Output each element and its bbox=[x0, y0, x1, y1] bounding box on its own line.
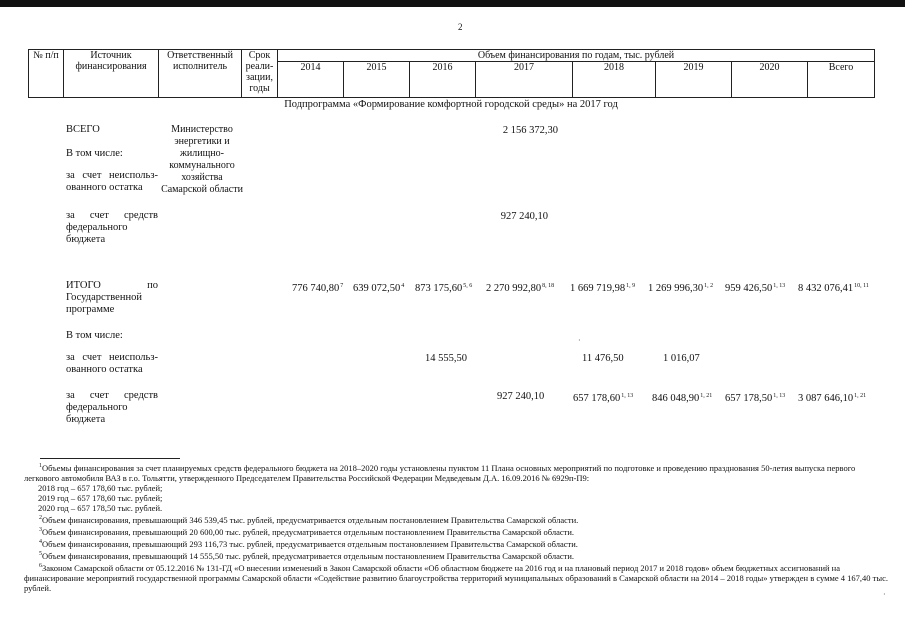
scan-speck: · bbox=[578, 336, 581, 345]
footnote-separator bbox=[40, 458, 180, 459]
federal-all-years: 3 087 646,10$^{1, 21}$ bbox=[798, 393, 867, 404]
federal-2020: 657 178,50$^{1, 13}$ bbox=[725, 393, 786, 404]
footnotes bbox=[24, 461, 890, 593]
block1-federal-2017: 927 240,10 bbox=[500, 211, 548, 222]
header-term: Срок реали-зации, годы bbox=[242, 50, 278, 98]
unused-2018: 11 476,50 bbox=[582, 353, 624, 364]
federal-2017: 927 240,10 bbox=[497, 391, 545, 402]
footnote-2: $^2$Объем финансирования, превышающий 346 539,45 тыс. рублей, предусматривается отдельным постановлением Правительства Самарской области. bbox=[39, 515, 579, 525]
footnote-1-item: 2018 год – 657 178,60 тыс. рублей; bbox=[38, 483, 163, 493]
including-label: В том числе: bbox=[66, 330, 123, 341]
header-volume: Объем финансирования по годам, тыс. рублей bbox=[278, 50, 875, 62]
footnote-5: $^5$Объем финансирования, превышающий 14 555,50 тыс. рублей, предусматривается отдельным постановлением Правительства Самарской области. bbox=[39, 551, 574, 561]
total-label: ВСЕГО bbox=[66, 124, 100, 135]
page-top-border bbox=[0, 0, 905, 7]
including-label: В том числе: bbox=[66, 148, 123, 159]
federal-2019: 846 048,90$^{1, 21}$ bbox=[652, 393, 713, 404]
program-total-label: ИТОГО по Государственной программе bbox=[66, 280, 158, 315]
total-2019: 1 269 996,30$^{1, 2}$ bbox=[648, 283, 714, 294]
responsible-executor: Министерство энергетики и жилищно-коммунального хозяйства Самарской области bbox=[161, 124, 243, 195]
total-all-years: 8 432 076,41$^{10, 11}$ bbox=[798, 283, 869, 294]
header-year: 2017 bbox=[476, 62, 573, 98]
footnote-3: $^3$Объем финансирования, превышающий 20 600,00 тыс. рублей, предусматривается отдельным постановлением Правительства Самарской области. bbox=[39, 527, 574, 537]
header-year: 2018 bbox=[573, 62, 656, 98]
header-responsible: Ответственный исполнитель bbox=[159, 50, 242, 98]
block1-total-2017: 2 156 372,30 bbox=[502, 125, 558, 136]
unused-2019: 1 016,07 bbox=[663, 353, 700, 364]
footnote-1-item: 2020 год – 657 178,50 тыс. рублей. bbox=[38, 503, 163, 513]
total-2017: 2 270 992,80$^{8, 18}$ bbox=[486, 283, 555, 294]
header-total: Всего bbox=[808, 62, 875, 98]
header-year: 2016 bbox=[410, 62, 476, 98]
page-number: 2 bbox=[458, 22, 463, 32]
unused-balance-label: за счет неиспольз- ованного остатка bbox=[66, 170, 158, 193]
footnote-4: $^4$Объем финансирования, превышающий 293 116,73 тыс. рублей, предусматривается отдельным постановлением Правительства Самарской области. bbox=[39, 539, 578, 549]
federal-2018: 657 178,60$^{1, 13}$ bbox=[573, 393, 634, 404]
unused-2016: 14 555,50 bbox=[425, 353, 467, 364]
federal-budget-label: за счет средств федерального бюджета bbox=[66, 390, 158, 425]
total-2018: 1 669 719,98$^{1, 9}$ bbox=[570, 283, 636, 294]
total-2015: 639 072,50$^4$ bbox=[353, 283, 405, 294]
subprogram-title: Подпрограмма «Формирование комфортной городской среды» на 2017 год bbox=[284, 99, 618, 110]
federal-budget-label: за счет средств федерального бюджета bbox=[66, 210, 158, 245]
scan-speck: · bbox=[883, 590, 886, 599]
total-2014: 776 740,80$^7$ bbox=[292, 283, 344, 294]
header-year: 2019 bbox=[656, 62, 732, 98]
table-header bbox=[28, 49, 875, 98]
unused-balance-label: за счет неиспольз- ованного остатка bbox=[66, 352, 158, 375]
header-source: Источник финансирования bbox=[64, 50, 159, 98]
header-year: 2015 bbox=[344, 62, 410, 98]
header-num: № п/п bbox=[29, 50, 64, 98]
total-2016: 873 175,60$^{5, 6}$ bbox=[415, 283, 473, 294]
footnote-1: $^1$Объемы финансирования за счет планируемых средств федерального бюджета на 2018–2020 годы установлены пунктом 11 Плана основных мероприятий по подготовке и проведению празднования 50-летия выпуска первого легкового автомобиля ВАЗ в г.о. Тольятти, утвержденного Председателем Правительства Российской Федерации Медведевым Д.А. 16.09.2016 № 6929п-П9: bbox=[24, 463, 856, 483]
header-year: 2020 bbox=[732, 62, 808, 98]
total-2020: 959 426,50$^{1, 13}$ bbox=[725, 283, 786, 294]
footnote-6: $^6$Законом Самарской области от 05.12.2016 № 131-ГД «О внесении изменений в Закон Самарской области «Об областном бюджете на 2016 год и на плановый период 2017 и 2018 годов» объем бюджетных ассигнований на финансирование мероприятий государственной программы Самарской области «Содействие развитию благоустройства территорий муниципальных образований в Самарской области на 2014 – 2018 годы» утвержден в сумме 4 167,40 тыс. рублей. bbox=[24, 563, 888, 593]
footnote-1-item: 2019 год – 657 178,60 тыс. рублей; bbox=[38, 493, 163, 503]
header-year: 2014 bbox=[278, 62, 344, 98]
